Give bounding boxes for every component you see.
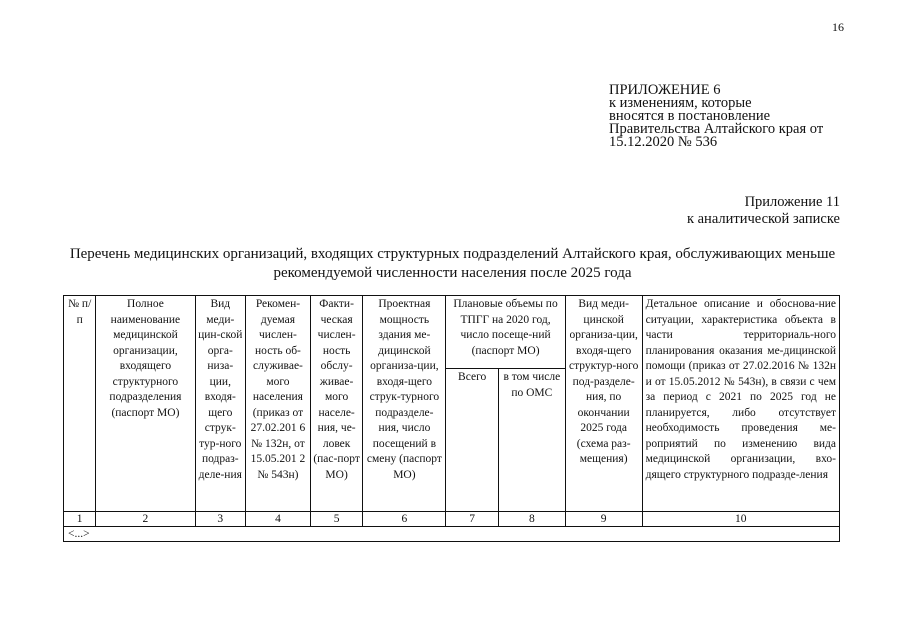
appendix-6-line-2: к изменениям, которые [609, 95, 752, 111]
column-number: 3 [195, 512, 246, 527]
column-number: 9 [565, 512, 642, 527]
header-number: № п/п [64, 296, 96, 512]
header-recommended-population: Рекомен-дуемая числен-ность об-служивае-мого населения (приказ от 27.02.201 6 № 132н, от 15.05.201 2 № 543н) [246, 296, 311, 512]
document-title [40, 245, 865, 283]
header-total: Всего [446, 369, 499, 512]
organizations-table [63, 295, 840, 542]
header-design-capacity: Проектная мощность здания ме-дицинской организа-ции, входя-щего струк-турного подразделе-ния, число посещений в смену (паспорт МО) [363, 296, 446, 512]
header-including-oms: в том числе по ОМС [498, 369, 565, 512]
column-number: 7 [446, 512, 499, 527]
column-number: 8 [498, 512, 565, 527]
page-number: 16 [832, 20, 844, 34]
header-org-type-2025: Вид меди-цинской организа-ции, входя-щего структур-ного под-разделе-ния, по окончании 2025 года (схема раз-мещения) [565, 296, 642, 512]
appendix-6-header [609, 84, 823, 149]
ellipsis-cell: <...> [64, 527, 840, 542]
ellipsis-row [64, 527, 840, 542]
document-title-line-2: рекомендуемой численности населения после 2025 года [273, 265, 632, 281]
appendix-6-line-5: 15.12.2020 № 536 [609, 134, 718, 150]
appendix-11-header [600, 194, 840, 228]
appendix-6-title: ПРИЛОЖЕНИЕ 6 [609, 82, 721, 98]
appendix-11-line-2: к аналитической записке [686, 211, 840, 227]
document-title-line-1: Перечень медицинских организаций, входящих структурных подразделений Алтайского края, обслуживающих меньше [69, 246, 836, 262]
column-number: 6 [363, 512, 446, 527]
header-planned-volumes: Плановые объемы по ТПГГ на 2020 год, число посеще-ний (паспорт МО) [446, 296, 565, 369]
header-full-name: Полное наименование медицинской организации, входящего структурного подразделения (паспорт МО) [96, 296, 195, 512]
appendix-6-line-4: Правительства Алтайского края от [609, 121, 824, 137]
column-number-row [64, 512, 840, 527]
appendix-6-line-3: вносятся в постановление [609, 108, 771, 124]
header-actual-population: Факти-ческая числен-ность обслу-живае-мого населе-ния, че-ловек (пас-порт МО) [310, 296, 363, 512]
appendix-11-title: Приложение 11 [744, 194, 840, 210]
column-number: 5 [310, 512, 363, 527]
header-org-type: Вид меди-цин-ской орга-низа-ции, входя-щего струк-тур-ного подраз-деле-ния [195, 296, 246, 512]
column-number: 4 [246, 512, 311, 527]
column-number: 10 [642, 512, 839, 527]
column-number: 1 [64, 512, 96, 527]
column-number: 2 [96, 512, 195, 527]
header-detailed-description: Детальное описание и обоснова-ние ситуации, характеристика объекта в части территориаль-ного планирования оказания ме-дицинской помощи (приказ от 27.02.2016 № 132н и от 15.05.2012 № 543н), в связи с чем за период с 2021 по 2025 год не планируется, либо отсутствует необходимость проведения ме-роприятий по изменению вида медицинской организации, вхо-дящего структурного подразде-ления [642, 296, 839, 512]
